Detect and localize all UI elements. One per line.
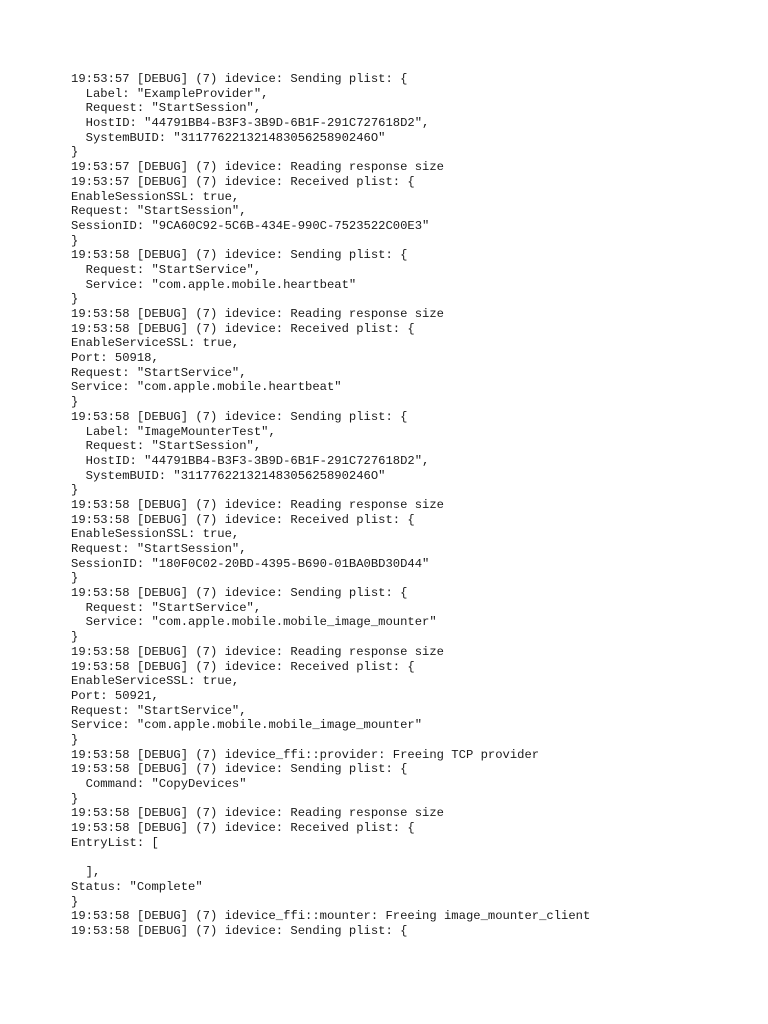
log-line: 19:53:58 [DEBUG] (7) idevice: Received plist: { (71, 321, 415, 336)
log-line: Request: "StartSession", (71, 439, 262, 454)
log-line: EnableSessionSSL: true, (71, 527, 240, 542)
log-line: 19:53:58 [DEBUG] (7) idevice: Reading response size (71, 644, 444, 659)
log-line: 19:53:58 [DEBUG] (7) idevice: Received plist: { (71, 659, 415, 674)
log-line: 19:53:58 [DEBUG] (7) idevice_ffi::provider: Freeing TCP provider (71, 747, 540, 762)
log-line: Command: "CopyDevices" (71, 777, 247, 791)
log-line: 19:53:58 [DEBUG] (7) idevice: Reading response size (71, 806, 444, 821)
log-line: 19:53:58 [DEBUG] (7) idevice: Sending plist: { (71, 248, 408, 263)
log-line: Request: "StartSession", (71, 101, 262, 116)
log-line: 19:53:58 [DEBUG] (7) idevice: Received plist: { (71, 821, 415, 836)
log-output (71, 72, 590, 939)
log-line: } (71, 630, 79, 645)
log-line: 19:53:58 [DEBUG] (7) idevice: Sending plist: { (71, 923, 408, 938)
log-line: 19:53:58 [DEBUG] (7) idevice: Sending plist: { (71, 409, 408, 424)
log-line: 19:53:58 [DEBUG] (7) idevice: Reading response size (71, 307, 444, 321)
log-line: Request: "StartService", (71, 703, 247, 718)
log-line: } (71, 145, 79, 160)
log-line: 19:53:57 [DEBUG] (7) idevice: Received plist: { (71, 174, 415, 189)
log-line: SystemBUID: "31177622132148305625890246O" (71, 468, 386, 483)
log-line: } (71, 894, 79, 909)
log-line: } (71, 571, 79, 586)
log-line: } (71, 395, 79, 410)
log-line (71, 850, 590, 865)
log-line: SessionID: "180F0C02-20BD-4395-B690-01BA0BD30D44" (71, 556, 430, 571)
log-line: Status: "Complete" (71, 879, 203, 894)
log-line: Service: "com.apple.mobile.heartbeat" (71, 277, 357, 292)
log-line: SessionID: "9CA60C92-5C6B-434E-990C-7523522C00E3" (71, 218, 430, 233)
log-line: SystemBUID: "31177622132148305625890246O" (71, 130, 386, 145)
log-line: HostID: "44791BB4-B3F3-3B9D-6B1F-291C727618D2", (71, 453, 430, 468)
log-line: } (71, 483, 79, 498)
log-line: HostID: "44791BB4-B3F3-3B9D-6B1F-291C727618D2", (71, 116, 430, 131)
log-line: EntryList: [ (71, 835, 159, 850)
log-line: EnableSessionSSL: true, (71, 189, 240, 204)
log-line: Request: "StartService", (71, 365, 247, 380)
log-line: Request: "StartSession", (71, 204, 247, 219)
log-line: 19:53:58 [DEBUG] (7) idevice: Sending plist: { (71, 762, 408, 777)
log-line: 19:53:58 [DEBUG] (7) idevice: Reading response size (71, 497, 444, 512)
log-line: EnableServiceSSL: true, (71, 336, 240, 351)
log-line: Port: 50918, (71, 351, 159, 366)
log-line: ], (71, 865, 101, 880)
log-line: Port: 50921, (71, 688, 159, 703)
log-line: Request: "StartService", (71, 600, 262, 615)
log-line: Request: "StartService", (71, 262, 262, 277)
log-line: } (71, 292, 79, 307)
log-line: Request: "StartSession", (71, 542, 247, 556)
log-line: } (71, 791, 79, 806)
log-line: Label: "ExampleProvider", (71, 86, 269, 101)
log-line: Service: "com.apple.mobile.heartbeat" (71, 380, 342, 395)
log-line: 19:53:58 [DEBUG] (7) idevice: Received plist: { (71, 512, 415, 527)
log-line: } (71, 732, 79, 747)
log-line: Service: "com.apple.mobile.mobile_image_mounter" (71, 718, 423, 733)
log-line: } (71, 233, 79, 248)
log-line: 19:53:58 [DEBUG] (7) idevice_ffi::mounter: Freeing image_mounter_client (71, 909, 591, 924)
log-line: Label: "ImageMounterTest", (71, 424, 276, 439)
log-line: EnableServiceSSL: true, (71, 674, 240, 689)
log-line: Service: "com.apple.mobile.mobile_image_mounter" (71, 615, 437, 630)
log-line: 19:53:57 [DEBUG] (7) idevice: Sending plist: { (71, 72, 408, 86)
log-line: 19:53:58 [DEBUG] (7) idevice: Sending plist: { (71, 586, 408, 601)
log-line: 19:53:57 [DEBUG] (7) idevice: Reading response size (71, 160, 444, 175)
